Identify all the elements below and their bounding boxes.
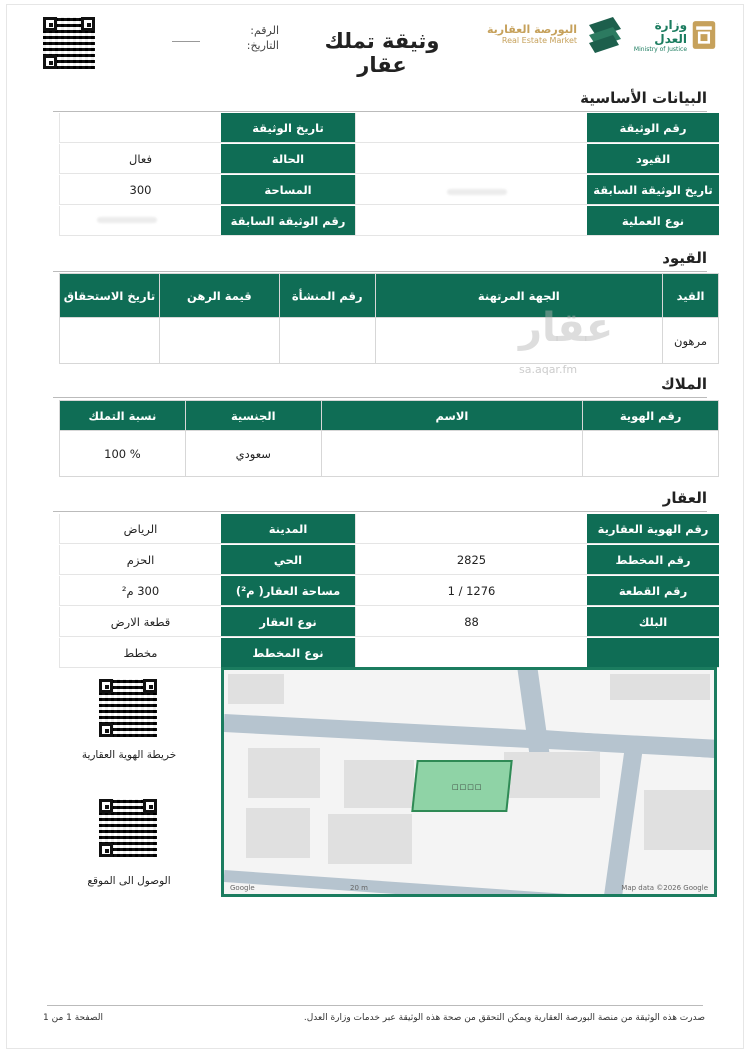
district-label: الحي	[221, 545, 355, 574]
block-value: 88	[355, 607, 587, 636]
ownership-document	[6, 4, 744, 1049]
map-scale: 20 m	[350, 884, 368, 892]
previous-document-date-label: تاريخ الوثيقة السابقة	[587, 175, 719, 204]
basic-data-divider	[53, 111, 707, 112]
property-area-value: 300 م²	[59, 576, 221, 605]
ref-value-line	[172, 41, 200, 42]
status-label: الحالة	[221, 144, 355, 173]
map-road	[224, 870, 624, 897]
id-number-cell	[583, 431, 719, 477]
rem-logo-english: Real Estate Market	[501, 36, 578, 45]
mortgage-value-cell	[159, 318, 279, 364]
footer-note: صدرت هذه الوثيقة من منصة البورصة العقارية ويمكن التحقق من صحة هذه الوثيقة عبر خدمات وزارة العدل.	[303, 1013, 705, 1023]
basic-row-2	[59, 144, 719, 174]
owners-title: الملاك	[661, 375, 707, 393]
plot-label: □□□□	[452, 783, 483, 791]
document-title: وثيقة تملك عقار	[324, 29, 440, 77]
property-map-caption: خريطة الهوية العقارية	[81, 749, 177, 761]
moj-emblem-icon	[691, 17, 717, 53]
property-area-label: مساحة العقار( م²)	[221, 576, 355, 605]
location-qr-code	[99, 799, 157, 857]
mortgage-value-header: قيمة الرهن	[159, 274, 279, 318]
page-number: الصفحة 1 من 1	[43, 1013, 103, 1023]
basic-data-title: البيانات الأساسية	[580, 89, 707, 107]
restrictions-divider	[53, 271, 707, 272]
plan-number-value: 2825	[355, 545, 587, 574]
property-row-3	[59, 576, 719, 606]
plot-number-label: رقم القطعة	[587, 576, 719, 605]
restrictions-label: القيود	[587, 144, 719, 173]
district-value: الحزم	[59, 545, 221, 574]
watermark-logo: عقار	[519, 305, 614, 351]
plot-number-value: 1 / 1276	[355, 576, 587, 605]
city-value: الرياض	[59, 514, 221, 543]
facility-number-cell	[279, 318, 375, 364]
property-type-label: نوع العقار	[221, 607, 355, 636]
map-block	[328, 814, 412, 864]
moj-logo-english: Ministry of Justice	[633, 45, 688, 53]
ref-date-label: التاريخ:	[246, 39, 279, 52]
property-map-qr-code	[99, 679, 157, 737]
redacted-mark	[97, 217, 157, 223]
map-block	[248, 748, 320, 798]
property-row-2	[59, 545, 719, 575]
header-qr-code	[43, 17, 95, 69]
map-block	[344, 760, 414, 808]
map-block	[504, 752, 600, 798]
property-divider	[53, 511, 707, 512]
map-credit-data: Map data ©2026 Google	[621, 884, 708, 892]
moj-logo-arabic: وزارة العدل	[654, 17, 688, 46]
property-title: العقار	[662, 489, 707, 507]
basic-row-1	[59, 113, 719, 143]
status-value: فعال	[59, 144, 221, 173]
ownership-ratio-header: نسبة التملك	[60, 401, 186, 431]
ref-number-label: الرقم:	[250, 24, 279, 37]
restrictions-row	[60, 318, 719, 364]
ministry-of-justice-logo	[627, 17, 717, 53]
property-row-1	[59, 514, 719, 544]
owners-header-row	[60, 401, 719, 431]
map-road	[604, 749, 643, 897]
property-id-value	[355, 514, 587, 543]
property-row-4	[59, 607, 719, 637]
nationality-header: الجنسية	[185, 401, 321, 431]
city-label: المدينة	[221, 514, 355, 543]
empty-value	[355, 638, 587, 667]
mortgagee-header: الجهة المرتهنة	[375, 274, 662, 318]
document-date-value	[59, 113, 221, 142]
restrictions-header-row	[60, 274, 719, 318]
rem-logo-arabic: البورصة العقارية	[487, 23, 578, 36]
document-date-label: تاريخ الوثيقة	[221, 113, 355, 142]
area-value: 300	[59, 175, 221, 204]
real-estate-market-logo	[487, 15, 627, 53]
watermark-url: sa.aqar.fm	[519, 363, 578, 376]
owners-divider	[53, 397, 707, 398]
map-credit-google: Google	[230, 884, 255, 892]
map-block	[228, 674, 284, 704]
property-type-value: قطعة الارض	[59, 607, 221, 636]
property-map[interactable]	[221, 667, 717, 897]
rem-logo-icon	[583, 15, 623, 53]
plan-number-label: رقم المخطط	[587, 545, 719, 574]
restrictions-table	[59, 273, 719, 364]
redacted-mark	[447, 189, 507, 195]
operation-type-label: نوع العملية	[587, 206, 719, 235]
reference-labels	[229, 23, 279, 53]
location-caption: الوصول الى الموقع	[87, 875, 171, 887]
restriction-type-cell: مرهون	[663, 318, 719, 364]
nationality-cell: سعودي	[185, 431, 321, 477]
property-id-label: رقم الهوية العقارية	[587, 514, 719, 543]
empty-label	[587, 638, 719, 667]
facility-number-header: رقم المنشأة	[279, 274, 375, 318]
document-number-value	[355, 113, 587, 142]
restrictions-title: القيود	[662, 249, 707, 267]
map-block	[246, 808, 310, 858]
footer-divider	[47, 1005, 703, 1006]
owners-row	[60, 431, 719, 477]
operation-type-value	[355, 206, 587, 235]
ownership-ratio-cell: 100 %	[60, 431, 186, 477]
basic-row-3	[59, 175, 719, 205]
document-number-label: رقم الوثيقة	[587, 113, 719, 142]
restrictions-value	[355, 144, 587, 173]
maturity-date-cell	[60, 318, 160, 364]
property-row-5	[59, 638, 719, 668]
block-label: البلك	[587, 607, 719, 636]
owners-table	[59, 400, 719, 477]
map-block	[610, 674, 710, 700]
maturity-date-header: تاريخ الاستحقاق	[60, 274, 160, 318]
previous-document-number-label: رقم الوثيقة السابقة	[221, 206, 355, 235]
name-header: الاسم	[321, 401, 583, 431]
name-cell	[321, 431, 583, 477]
basic-row-4	[59, 206, 719, 236]
id-number-header: رقم الهوية	[583, 401, 719, 431]
plan-type-label: نوع المخطط	[221, 638, 355, 667]
map-block	[644, 790, 714, 850]
plan-type-value: مخطط	[59, 638, 221, 667]
area-label: المساحة	[221, 175, 355, 204]
restriction-type-header: القيد	[663, 274, 719, 318]
